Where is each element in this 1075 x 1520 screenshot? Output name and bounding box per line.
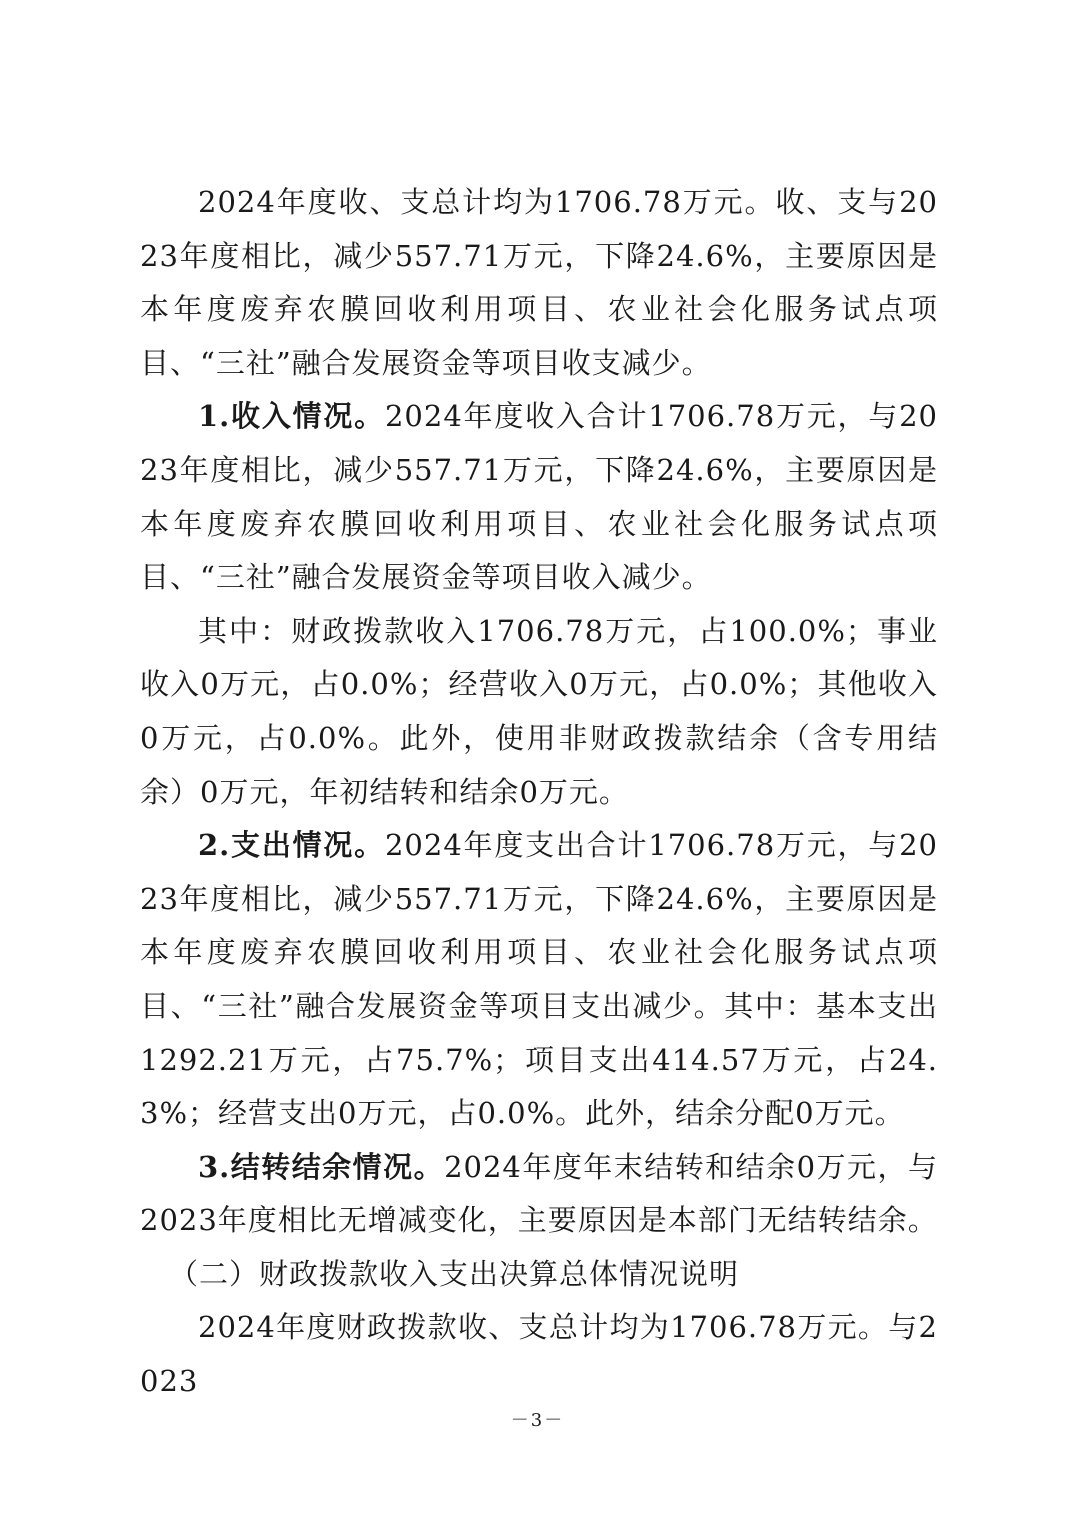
paragraph-income bbox=[140, 390, 938, 604]
paragraph-income-breakdown bbox=[140, 605, 938, 819]
paragraph-income-lead: 1.收入情况。 bbox=[198, 399, 385, 434]
paragraph-expenditure-text: 2024年度支出合计1706.78万元，与2023年度相比，减少557.71万元，下降24.6%，主要原因是本年度废弃农膜回收利用项目、农业社会化服务试点项目、“三社”融合发展资金等项目支出减少。其中：基本支出1292.21万元，占75.7%；项目支出414.57万元，占24.3%；经营支出0万元，占0.0%。此外，结余分配0万元。 bbox=[140, 828, 938, 1131]
paragraph-carryover-text: 2024年度年末结转和结余0万元，与2023年度相比无增减变化，主要原因是本部门无结转结余。 bbox=[140, 1149, 938, 1238]
paragraph-carryover bbox=[140, 1141, 938, 1248]
paragraph-expenditure-lead: 2.支出情况。 bbox=[198, 828, 385, 863]
section-heading: （二）财政拨款收入支出决算总体情况说明 bbox=[169, 1256, 740, 1291]
paragraph-income-text: 2024年度收入合计1706.78万元，与2023年度相比，减少557.71万元，下降24.6%，主要原因是本年度废弃农膜回收利用项目、农业社会化服务试点项目、“三社”融合发展资金等项目收入减少。 bbox=[140, 399, 938, 595]
page-number: －3－ bbox=[510, 1410, 565, 1431]
paragraph-income-breakdown-text: 其中：财政拨款收入1706.78万元，占100.0%；事业收入0万元，占0.0%；经营收入0万元，占0.0%；其他收入0万元，占0.0%。此外，使用非财政拨款结余（含专用结余）0万元，年初结转和结余0万元。 bbox=[140, 613, 938, 809]
paragraph-fiscal-summary bbox=[140, 1301, 938, 1408]
paragraph-carryover-lead: 3.结转结余情况。 bbox=[198, 1149, 445, 1184]
document-body bbox=[140, 176, 938, 1409]
paragraph-summary-text: 2024年度收、支总计均为1706.78万元。收、支与2023年度相比，减少557.71万元，下降24.6%，主要原因是本年度废弃农膜回收利用项目、农业社会化服务试点项目、“三社”融合发展资金等项目收支减少。 bbox=[140, 185, 938, 380]
paragraph-summary bbox=[140, 176, 938, 390]
paragraph-expenditure bbox=[140, 819, 938, 1141]
paragraph-fiscal-summary-text: 2024年度财政拨款收、支总计均为1706.78万元。与2023 bbox=[140, 1310, 938, 1399]
